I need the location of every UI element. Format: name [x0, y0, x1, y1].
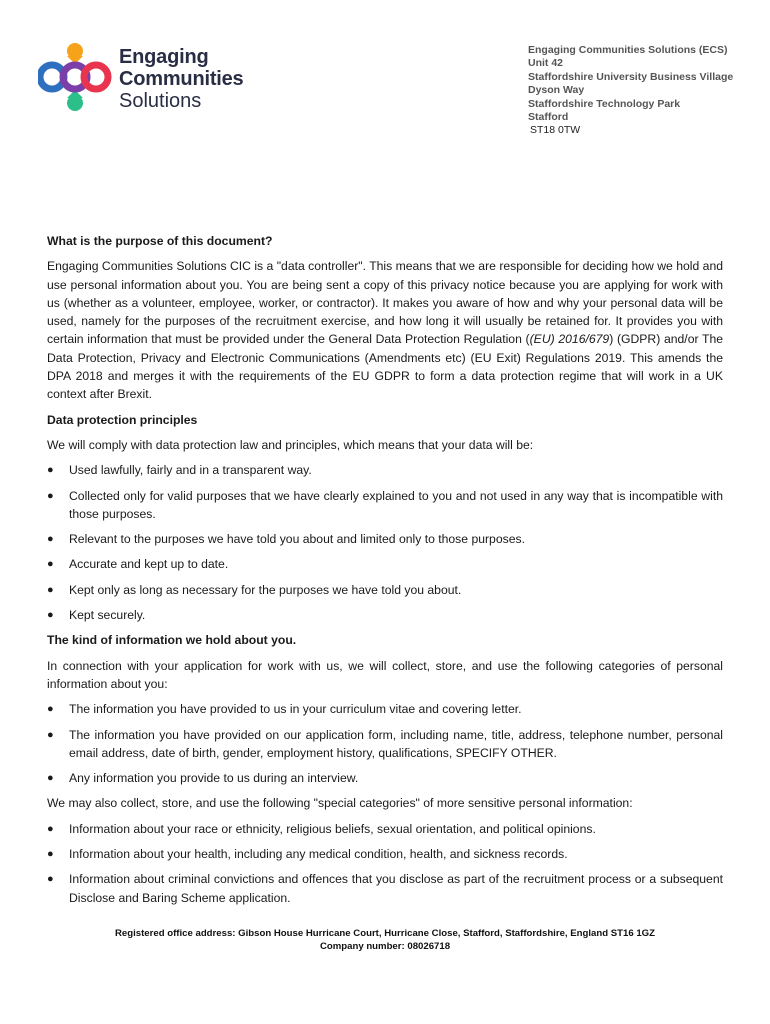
list-item: ● Relevant to the purposes we have told you about and limited only to those purposes. — [47, 530, 723, 548]
special-categories-intro: We may also collect, store, and use the following "special categories" of more sensitive personal information: — [47, 796, 633, 811]
list-item: ● Kept only as long as necessary for the purposes we have told you about. — [47, 581, 723, 599]
bullet-icon: ● — [47, 728, 54, 741]
bullet-icon: ● — [47, 464, 54, 477]
bullet-icon: ● — [47, 772, 54, 785]
regulation-reference: (EU) 2016/679 — [529, 332, 610, 347]
list-item: ● Accurate and kept up to date. — [47, 555, 723, 573]
address-postcode: ST18 0TW — [530, 124, 581, 137]
bullet-icon: ● — [47, 583, 54, 596]
bullet-icon: ● — [47, 609, 54, 622]
list-item: ● The information you have provided on our application form, including name, title, address, telephone number, personal email address, date of birth, gender, employment history, qualifications, SPECIFY OTHER. — [47, 727, 723, 760]
bullet-icon: ● — [47, 558, 54, 571]
logo-text-line2: Communities — [119, 68, 244, 90]
logo-text-line3: Solutions — [119, 90, 202, 112]
special-categories-list — [47, 820, 723, 907]
section-heading-principles: Data protection principles — [47, 412, 198, 427]
bullet-icon: ● — [47, 822, 54, 835]
logo-mark-icon — [38, 42, 118, 114]
company-number: Company number: 08026718 — [319, 941, 451, 952]
list-item: ● The information you have provided to us in your curriculum vitae and covering letter. — [47, 700, 723, 718]
bullet-icon: ● — [47, 533, 54, 546]
list-item: ● Information about criminal convictions and offences that you disclose as part of the recruitment process or a subsequent Disclose and Baring Scheme application. — [47, 872, 723, 905]
bullet-icon: ● — [47, 489, 54, 502]
list-item: ● Information about your health, including any medical condition, health, and sickness records. — [47, 845, 723, 863]
registered-office-address: Registered office address: Gibson House Hurricane Court, Hurricane Close, Stafford, Staffordshire, England ST16 1GZ — [114, 928, 656, 939]
principles-list — [47, 461, 723, 624]
bullet-icon: ● — [47, 848, 54, 861]
address-line: Engaging Communities Solutions (ECS) — [528, 44, 728, 56]
section-heading-purpose: What is the purpose of this document? — [47, 234, 273, 248]
list-item: ● Collected only for valid purposes that we have clearly explained to you and not used in any way that is incompatible with those purposes. — [47, 488, 723, 521]
address-line: Unit 42 — [528, 57, 564, 70]
address-line: Dyson Way — [528, 84, 585, 97]
purpose-paragraph: Engaging Communities Solutions CIC is a "data controller". This means that we are responsible for deciding how we hold and use personal information about you. You are being sent a copy of this privacy notice because you are applying for work with us (whether as a volunteer, employee, worker, or contractor). It makes you aware of how and why your personal data will be used, namely for the purposes of the recruitment exercise, and how long it will usually be retained for. It provides you with certain information that must be provided under the General Data Protection Regulation ((EU) 2016/679) (GDPR) and/or The Data Protection, Privacy and Electronic Communications (Amendments etc) (EU Exit) Regulations 2019. This amends the DPA 2018 and merges it with the requirements of the EU GDPR to form a data protection regime that will work in a UK context after Brexit. — [47, 259, 723, 402]
address-line: Staffordshire University Business Village — [528, 70, 734, 83]
company-logo — [38, 42, 248, 114]
principles-intro: We will comply with data protection law and principles, which means that your data will be: — [47, 437, 534, 452]
bullet-icon: ● — [47, 873, 54, 886]
kind-list — [47, 700, 723, 787]
list-item: ● Information about your race or ethnicity, religious beliefs, sexual orientation, and political opinions. — [47, 820, 723, 838]
list-item: ● Used lawfully, fairly and in a transparent way. — [47, 461, 723, 479]
list-item: ● Kept securely. — [47, 606, 723, 624]
kind-intro: In connection with your application for work with us, we will collect, store, and use the following categories of personal information about you: — [47, 658, 723, 691]
document-body — [47, 232, 723, 914]
bullet-icon: ● — [47, 703, 54, 716]
logo-text-line1: Engaging — [119, 46, 209, 68]
list-item: ● Any information you provide to us during an interview. — [47, 769, 723, 787]
address-line: Staffordshire Technology Park — [528, 97, 681, 110]
page-footer — [0, 927, 770, 953]
section-heading-kind: The kind of information we hold about you. — [47, 633, 297, 648]
address-line: Stafford — [528, 111, 569, 124]
company-address — [528, 44, 733, 138]
